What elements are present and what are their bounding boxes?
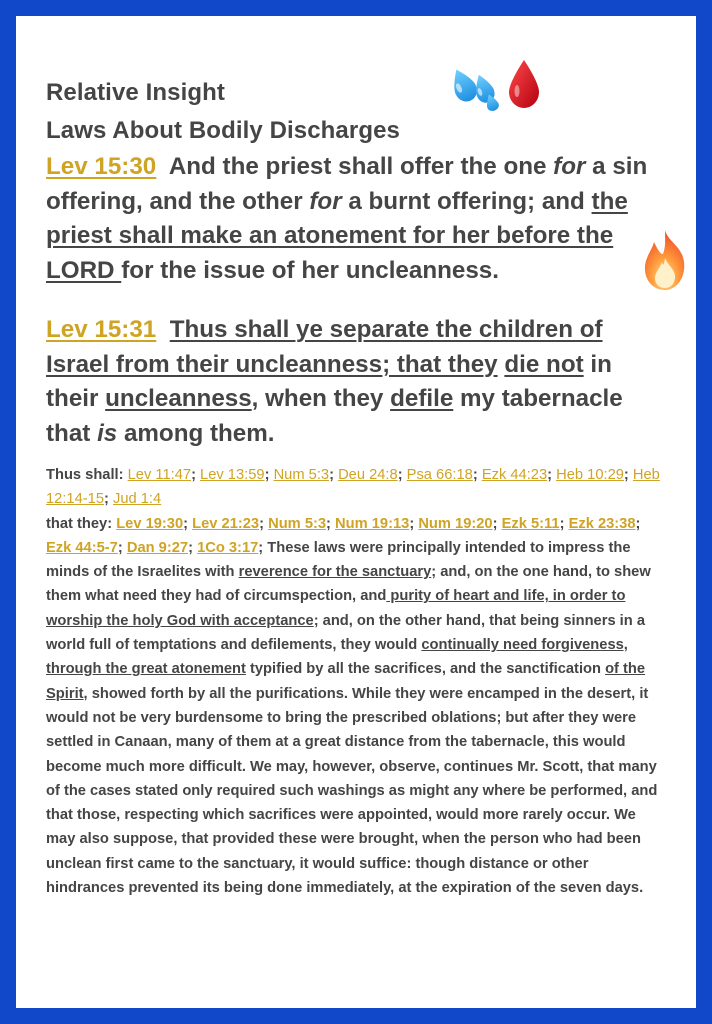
ref-separator: ;: [635, 515, 641, 532]
commentary-text: ; and, on the other hand, that being sinners in a world full of temptations and defilements, they would: [46, 612, 645, 654]
ref-separator: ;: [264, 467, 274, 483]
ref-separator: ;: [409, 515, 419, 532]
cross-ref-link[interactable]: Lev 21:23: [192, 515, 260, 532]
commentary-text: , showed forth by all the purifications. While they were encamped in the desert, it would not be very burdensome to bring the prescribed oblations; but after they were settled in Canaan, many of them at a great distance from the tabernacle, this would become much more difficult. We may, however, observe, continues Mr. Scott, that many of the cases stated only required such washings as might any where be performed, and that those, respecting which sacrifices were appointed, would more rarely occur. We may also suppose, that provided these were brought, when the person who had been unclean first came to the sanctuary, it would suffice: though distance or other hindrances prevented its being done immediately, at the expiration of the seven days.: [46, 685, 658, 897]
verse-lev-15-31: [46, 313, 664, 451]
cross-ref-link[interactable]: 1Co 3:17: [197, 539, 259, 556]
verse-lev-15-30: [46, 150, 664, 288]
ref-separator: ;: [188, 539, 198, 556]
verse-italic: is: [97, 419, 118, 447]
cross-ref-link[interactable]: Heb 10:29: [556, 467, 624, 483]
verse-underlined-text: Thus shall ye separate the children of Israel from their uncleanness: [46, 316, 603, 378]
verse-underlined-text: die not: [504, 350, 584, 378]
verse-text: a sin offering, and the other: [46, 153, 648, 215]
verse-text: my tabernacle that: [46, 385, 623, 447]
page-subtitle: Laws About Bodily Discharges: [46, 117, 400, 144]
cross-ref-link[interactable]: Heb 12:14-15: [46, 467, 660, 508]
verse-underlined-text: the priest shall make an atonement for her before the LORD: [46, 187, 628, 284]
refs-label: that they:: [46, 515, 113, 532]
cross-ref-link[interactable]: Ezk 23:38: [568, 515, 636, 532]
cross-ref-link[interactable]: Ezk 44:23: [481, 467, 548, 483]
thus-shall-refs: [46, 463, 664, 512]
verse-text: among them.: [117, 419, 275, 447]
ref-separator: ;: [191, 467, 201, 483]
commentary-underlined: of the Spirit: [46, 661, 646, 702]
cross-ref-link[interactable]: Lev 19:30: [116, 515, 184, 532]
cross-ref-link[interactable]: Num 5:3: [273, 467, 330, 483]
ref-separator: ;: [183, 515, 193, 532]
verse-text: And the priest shall offer the one: [168, 153, 554, 180]
commentary-underlined: purity of heart and life, in order to worship the holy God with acceptance: [46, 588, 626, 629]
verse-underlined-text: defile: [390, 385, 454, 412]
cross-refs: [46, 467, 660, 507]
commentary-text: ; These laws were principally intended to impress the minds of the Israelites with: [46, 539, 631, 581]
ref-separator: ;: [117, 539, 127, 556]
ref-separator: ;: [103, 491, 113, 508]
ref-separator: ;: [472, 467, 482, 483]
that-they-refs: [46, 512, 664, 901]
ref-separator: ;: [623, 467, 633, 483]
verse-text: in their: [46, 350, 612, 412]
cross-ref-link[interactable]: Lev 11:47: [127, 467, 192, 483]
ref-separator: ;: [259, 515, 269, 532]
cross-ref-link[interactable]: Jud 1:4: [112, 491, 162, 508]
verse-text: , when they: [251, 385, 391, 412]
ref-separator: ;: [329, 467, 339, 483]
cross-ref-link[interactable]: Lev 13:59: [200, 467, 265, 483]
verse-italic: for: [553, 153, 586, 180]
verse-ref-link[interactable]: Lev 15:30: [46, 153, 157, 180]
cross-ref-link[interactable]: Ezk 5:11: [501, 515, 560, 532]
verse-ref-link[interactable]: Lev 15:31: [46, 316, 157, 343]
cross-ref-link[interactable]: Num 5:3: [268, 515, 327, 532]
ref-separator: ;: [559, 515, 569, 532]
ref-separator: ;: [397, 467, 407, 483]
commentary-underlined: reverence for the sanctuary: [238, 564, 432, 581]
verse-text: for the issue of her uncleanness.: [121, 256, 499, 284]
cross-ref-link[interactable]: Dan 9:27: [126, 539, 189, 556]
cross-ref-link[interactable]: Deu 24:8: [338, 467, 398, 483]
cross-ref-link[interactable]: Ezk 44:5-7: [46, 539, 118, 556]
cross-ref-link[interactable]: Num 19:13: [335, 515, 410, 532]
verse-underlined-text: uncleanness: [105, 385, 252, 412]
content: [46, 74, 664, 900]
commentary: [46, 463, 664, 900]
card: [16, 16, 696, 1008]
commentary-text: typified by all the sacrifices, and the sanctification: [245, 661, 606, 678]
cross-ref-link[interactable]: Psa 66:18: [406, 467, 473, 483]
verse-italic: for: [309, 187, 342, 215]
cross-ref-link[interactable]: Num 19:20: [418, 515, 493, 532]
verse-underlined-text: ; that they: [382, 350, 498, 378]
ref-separator: ;: [547, 467, 557, 483]
refs-label: Thus shall:: [46, 467, 124, 483]
commentary-text: ; and, on the one hand, to shew them what need they had of circumspection, and: [46, 564, 651, 605]
commentary-underlined: continually need forgiveness, through the great atonement: [46, 637, 628, 678]
ref-separator: ;: [492, 515, 502, 532]
verse-text: a burnt offering; and: [341, 187, 592, 215]
ref-separator: ;: [326, 515, 336, 532]
page-title: Relative Insight: [46, 79, 225, 106]
